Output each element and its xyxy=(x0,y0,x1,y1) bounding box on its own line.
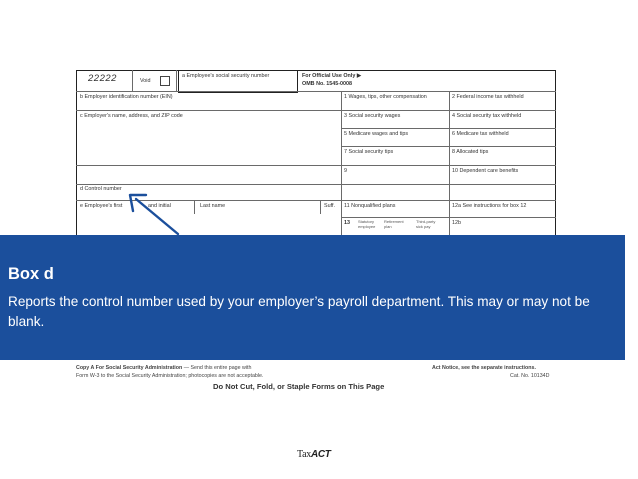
copy-a-bold: Copy A For Social Security Administration xyxy=(76,365,183,371)
official-use-label: For Official Use Only ▶ xyxy=(302,73,361,79)
copy-a-line-2: Form W-3 to the Social Security Administration; photocopies are not acceptable. xyxy=(76,373,264,379)
logo-prefix: Tax xyxy=(297,449,311,460)
void-label: Void xyxy=(140,78,151,84)
box-12a-label: 12a See instructions for box 12 xyxy=(452,203,527,209)
box-5-label: 5 Medicare wages and tips xyxy=(344,131,409,137)
box-e-first-label: e Employee's first xyxy=(80,203,123,209)
box-10-label: 10 Dependent care benefits xyxy=(452,168,519,174)
box-d-label: d Control number xyxy=(80,186,122,192)
box-3-label: 3 Social security wages xyxy=(344,113,401,119)
box-2-label: 2 Federal income tax withheld xyxy=(452,94,524,100)
box-13-label: 13 xyxy=(344,220,350,226)
box-e-suff-label: Suff. xyxy=(324,203,335,209)
box-11-label: 11 Nonqualified plans xyxy=(344,203,396,209)
box-6-label: 6 Medicare tax withheld xyxy=(452,131,509,137)
box-7-label: 7 Social security tips xyxy=(344,149,394,155)
box-e-initial-label: and initial xyxy=(148,203,171,209)
callout-title: Box d xyxy=(8,265,54,283)
callout-description: Reports the control number used by your employer’s payroll department. This may or may not be blank. xyxy=(8,294,590,329)
act-notice: Act Notice, see the separate instructions. xyxy=(432,365,536,371)
box-13-statutory: Statutory employee xyxy=(358,219,376,229)
copy-a-line-1 xyxy=(76,365,251,372)
box-b-label: b Employer identification number (EIN) xyxy=(80,94,173,100)
box-13-retirement: Retirement plan xyxy=(384,219,404,229)
box-a-label: a Employee's social security number xyxy=(182,73,270,79)
cat-number: Cat. No. 10134D xyxy=(510,373,550,379)
copy-a-rest: — Send this entire page with xyxy=(182,365,252,371)
logo-suffix: ACT xyxy=(310,449,331,460)
box-9-label: 9 xyxy=(344,168,347,174)
box-1-label: 1 Wages, tips, other compensation xyxy=(344,94,427,100)
form-control-code: 22222 xyxy=(88,73,117,84)
box-12b-label: 12b xyxy=(452,220,461,226)
box-13-sick-pay: Third-party sick pay xyxy=(416,219,436,229)
box-c-label: c Employer's name, address, and ZIP code xyxy=(80,113,183,119)
taxact-logo xyxy=(297,449,331,460)
box-4-label: 4 Social security tax withheld xyxy=(452,113,522,119)
box-8-label: 8 Allocated tips xyxy=(452,149,489,155)
omb-number: OMB No. 1545-0008 xyxy=(302,81,353,87)
callout-panel xyxy=(0,235,625,360)
box-e-last-label: Last name xyxy=(200,203,226,209)
do-not-cut-notice: Do Not Cut, Fold, or Staple Forms on This Page xyxy=(213,382,385,391)
